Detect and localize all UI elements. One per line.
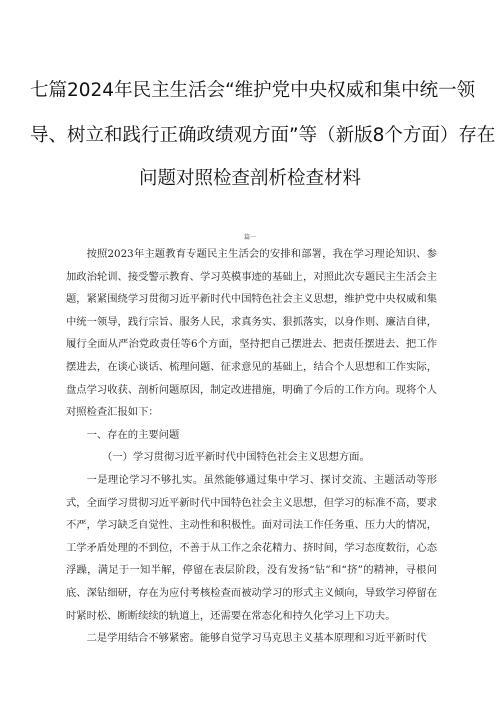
paragraph-intro: 按照2023年主题教育专题民主生活会的安排和部署，我在学习理论知识、参加政治轮训、接受警示教育、学习英模事迹的基础上，对照此次专题民主生活会主题，紧紧围绕学习贯彻习近平新时代中国特色社会主义思想，维护党中央权威和集中统一领导，践行宗旨、服务人民，求真务实、狠抓落实，以身作则、廉洁自律，履行全面从严治党政责任等6个方面，坚持把自己摆进去、把责任摆进去、把工作摆进去，在谈心谈话、梳理问题、征求意见的基础上，结合个人思想和工作实际，盘点学习收获、剖析问题原因，制定改进措施，明确了今后的工作方向。现将个人对照检查汇报如下： [66,248,437,419]
document-title-line-1: 七篇2024年民主生活会“维护党中央权威和集中统一领 [30,80,476,101]
paragraph-learning-application: 二是学用结合不够紧密。能够自觉学习马克思主义基本原理和习近平新时代 [86,632,427,645]
section-marker: 篇一 [243,234,256,241]
document-title-line-3: 问题对照检查剖析检查材料 [138,168,361,189]
paragraph-theory-study: 一是理论学习不够扎实。虽然能够通过集中学习、探讨交流、主题活动等形式，全面学习贯彻习近平新时代中国特色社会主义思想，但学习的标准不高，要求不严，学习缺乏自觉性、主动性和积极性。面对司法工作任务重、压力大的情况，工学矛盾处理的不到位，不善于从工作之余花精力、挤时间，学习态度数衍，心态浮躁，满足于一知半解，停留在表层阶段，没有发扬“钻”和“挤”的精神，寻根问底、深钻细研，存在为应付考核检查而被动学习的形式主义倾向，导致学习停留在时紧时松、断断续续的轨道上，还需要在常态化和持久化学习上下功夫。 [66,473,437,622]
document-title-line-2: 导、树立和践行正确政绩观方面”等（新版8个方面）存在 [30,125,496,146]
heading-subsection-1: （一）学习贯彻习近平新时代中国特色社会主义思想方面。 [102,451,370,464]
document-body [66,243,437,650]
heading-main-problems: 一、存在的主要问题 [86,428,180,441]
